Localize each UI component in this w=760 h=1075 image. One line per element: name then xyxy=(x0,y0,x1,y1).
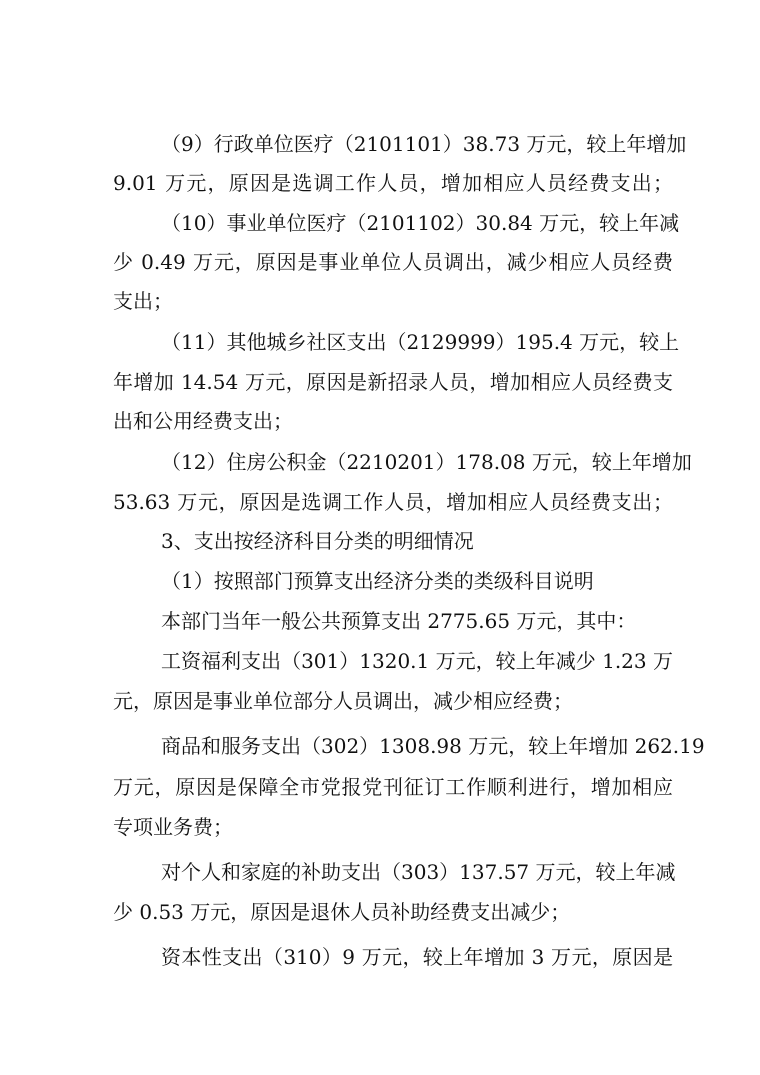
paragraph-line: 支出； xyxy=(113,289,173,313)
paragraph-line: 本部门当年一般公共预算支出 2775.65 万元，其中： xyxy=(161,609,637,633)
paragraph-line: 少 0.49 万元，原因是事业单位人员调出，减少相应人员经费 xyxy=(113,250,673,274)
paragraph-line: 出和公用经费支出； xyxy=(113,409,293,433)
paragraph-line: 商品和服务支出（302）1308.98 万元，较上年增加 262.19 xyxy=(161,734,705,758)
paragraph-line: （9）行政单位医疗（2101101）38.73 万元，较上年增加 xyxy=(161,132,687,156)
paragraph-line: 资本性支出（310）9 万元，较上年增加 3 万元，原因是 xyxy=(161,945,673,969)
paragraph-line: 年增加 14.54 万元，原因是新招录人员，增加相应人员经费支 xyxy=(113,370,673,394)
paragraph-line: 9.01 万元，原因是选调工作人员，增加相应人员经费支出； xyxy=(113,171,673,195)
paragraph-line: 专项业务费； xyxy=(113,815,233,839)
paragraph-line: 元，原因是事业单位部分人员调出，减少相应经费； xyxy=(113,689,573,713)
paragraph-line: （12）住房公积金（2210201）178.08 万元，较上年增加 xyxy=(161,450,692,474)
paragraph-line: 少 0.53 万元，原因是退休人员补助经费支出减少； xyxy=(113,900,571,924)
paragraph-line: 工资福利支出（301）1320.1 万元，较上年减少 1.23 万 xyxy=(161,649,673,673)
paragraph-line: 万元，原因是保障全市党报党刊征订工作顺利进行，增加相应 xyxy=(113,775,673,799)
section-heading: 3、支出按经济科目分类的明细情况 xyxy=(161,529,474,553)
paragraph-line: （10）事业单位医疗（2101102）30.84 万元，较上年减 xyxy=(161,211,680,235)
subsection-heading: （1）按照部门预算支出经济分类的类级科目说明 xyxy=(161,569,594,593)
paragraph-line: （11）其他城乡社区支出（2129999）195.4 万元，较上 xyxy=(161,330,680,354)
paragraph-line: 对个人和家庭的补助支出（303）137.57 万元，较上年减 xyxy=(161,860,676,884)
paragraph-line: 53.63 万元，原因是选调工作人员，增加相应人员经费支出； xyxy=(113,490,673,514)
